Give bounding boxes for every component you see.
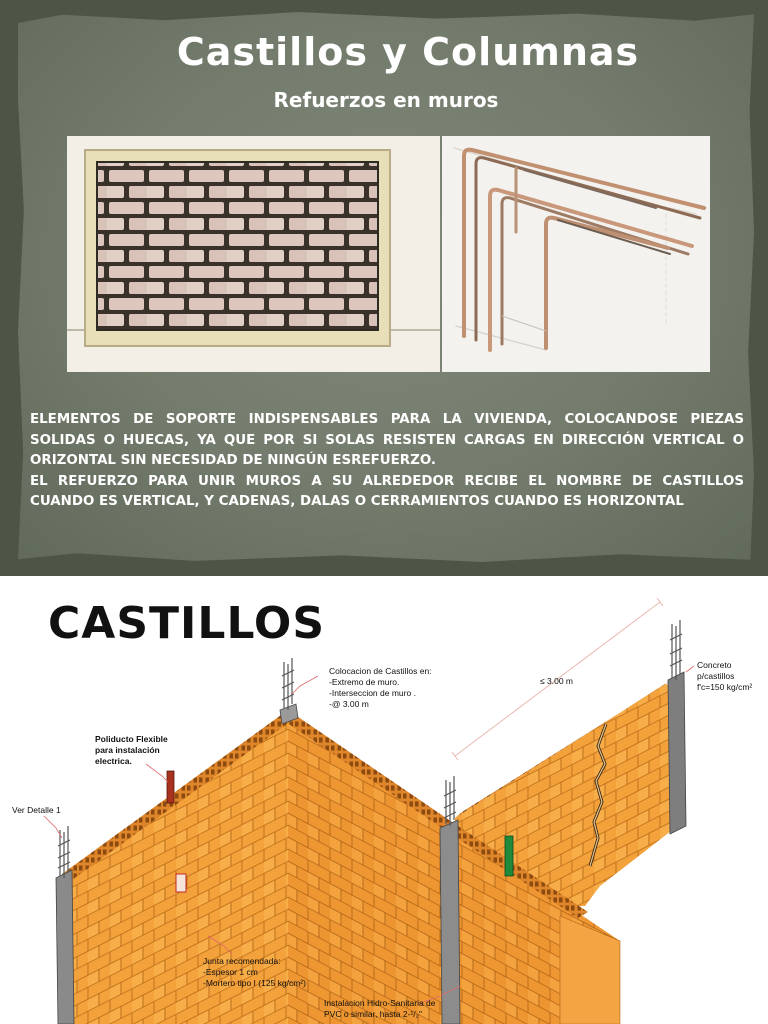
annotation-junta-line: -Espesor 1 cm	[203, 967, 258, 977]
annotation-concreto-line: Concreto p/castillos	[697, 660, 735, 681]
annotation-poliducto-line: Poliducto Flexible	[95, 734, 168, 744]
slide-title: Castillos y Columnas	[176, 30, 640, 74]
body-text	[30, 410, 744, 513]
masonry-wall-diagram	[0, 576, 768, 1024]
annotation-colocacion-line: Colocacion de Castillos en:	[329, 666, 432, 676]
paragraph-soporte: ELEMENTOS DE SOPORTE INDISPENSABLES PARA LA VIVIENDA, COLOCANDOSE PIEZAS SOLIDAS O HUECAS, YA QUE POR SI SOLAS RESISTEN CARGAS EN DIRECCIÓN VERTICAL O ORIZONTAL SIN NECESIDAD DE NINGÚN ESREFUERZO.	[30, 412, 744, 468]
annotation-instalacion	[324, 998, 436, 1020]
annotation-junta	[203, 956, 306, 989]
annotation-poliducto	[95, 734, 168, 767]
annotation-colocacion-line: -@ 3.00 m	[329, 699, 369, 709]
slide-castillos-diagram	[0, 576, 768, 1024]
annotation-colocacion	[329, 666, 432, 710]
annotation-poliducto-line: electrica.	[95, 756, 132, 766]
paragraph-refuerzo: EL REFUERZO PARA UNIR MUROS A SU ALREDEDOR RECIBE EL NOMBRE DE CASTILLOS CUANDO ES VERTICAL, Y CADENAS, DALAS O CERRAMIENTOS CUANDO ES HORIZONTAL	[30, 473, 744, 509]
annotation-detalle: Ver Detalle 1	[12, 805, 61, 815]
annotation-concreto	[697, 660, 768, 693]
annotation-colocacion-line: -Extremo de muro.	[329, 677, 400, 687]
annotation-junta-line: -Mortero tipo I (125 kg/cm²)	[203, 978, 306, 988]
brick-wall-illustration	[67, 136, 440, 372]
annotation-instalacion-line: PVC o similar, hasta 2-¹/₂"	[324, 1009, 422, 1019]
castillos-heading: CASTILLOS	[48, 598, 326, 649]
annotation-junta-line: Junta recomendada:	[203, 956, 281, 966]
slide-subtitle: Refuerzos en muros	[273, 88, 499, 112]
annotation-concreto-line: f'c=150 kg/cm²	[697, 682, 753, 692]
annotation-distancia: ≤ 3.00 m	[540, 676, 574, 686]
annotation-instalacion-line: Instalacion Hidro-Sanitaria de	[324, 998, 436, 1008]
annotation-poliducto-line: para instalación	[95, 745, 160, 755]
annotation-colocacion-line: -Interseccion de muro .	[329, 688, 416, 698]
rebar-reinforcement-illustration	[442, 136, 710, 372]
